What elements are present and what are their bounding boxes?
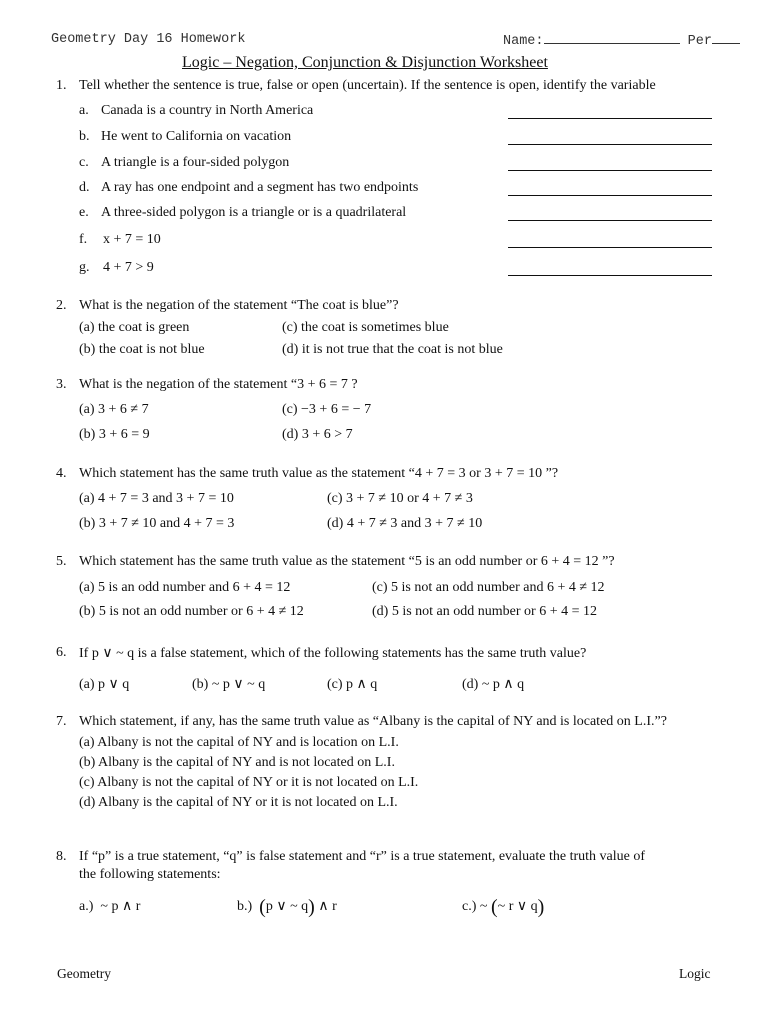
q8-part-a-label: a.) [79, 899, 94, 914]
footer-right: Logic [679, 966, 711, 981]
q2-number: 2. [56, 298, 67, 313]
q6-choice-c: (c) p ∧ q [327, 677, 378, 692]
q2-choice-d: (d) it is not true that the coat is not blue [282, 342, 503, 357]
q6-prompt: If p ∨ ~ q is a false statement, which of the following statements has the same truth value? [79, 646, 587, 661]
q1-item-c: A triangle is a four-sided polygon [101, 155, 290, 170]
q1-answer-line-f[interactable] [508, 247, 712, 248]
q1-item-b-label: b. [79, 129, 90, 144]
q8-part-b-label: b.) [237, 899, 253, 914]
q8-part-b-close-paren: ) [308, 896, 315, 918]
q6-choice-d: (d) ~ p ∧ q [462, 677, 525, 692]
q6-number: 6. [56, 645, 67, 660]
q1-answer-line-e[interactable] [508, 220, 712, 221]
q1-item-d-label: d. [79, 180, 90, 195]
q1-item-e-label: e. [79, 205, 89, 220]
q1-item-a: Canada is a country in North America [101, 103, 314, 118]
q1-answer-line-g[interactable] [508, 275, 712, 276]
q1-item-g-label: g. [79, 260, 90, 275]
q6-choice-a: (a) p ∨ q [79, 677, 130, 692]
q1-answer-line-d[interactable] [508, 195, 712, 196]
q2-choice-a: (a) the coat is green [79, 320, 190, 335]
q7-choice-d: (d) Albany is the capital of NY or it is not located on L.I. [79, 795, 398, 810]
q7-choice-c: (c) Albany is not the capital of NY or it is not located on L.I. [79, 775, 419, 790]
name-field [503, 32, 740, 49]
q4-choice-d: (d) 4 + 7 ≠ 3 and 3 + 7 ≠ 10 [327, 516, 483, 531]
q5-number: 5. [56, 554, 67, 569]
name-label: Name: [503, 34, 544, 49]
q5-prompt: Which statement has the same truth value as the statement “5 is an odd number or 6 + 4 = 12 ”? [79, 554, 615, 569]
q1-answer-line-b[interactable] [508, 144, 712, 145]
q1-number: 1. [56, 78, 67, 93]
q1-answer-line-a[interactable] [508, 118, 712, 119]
name-blank [544, 32, 680, 44]
q8-part-b-inner: p ∨ ~ q [265, 899, 309, 914]
q8-prompt-line2: the following statements: [79, 867, 221, 882]
q8-number: 8. [56, 849, 67, 864]
course-title: Geometry Day 16 Homework [51, 32, 246, 47]
q4-choice-c: (c) 3 + 7 ≠ 10 or 4 + 7 ≠ 3 [327, 491, 473, 506]
q8-prompt-line1: If “p” is a true statement, “q” is false statement and “r” is a true statement, evaluate the truth value of [79, 849, 645, 864]
q3-choice-c: (c) −3 + 6 = − 7 [282, 402, 372, 417]
per-label: Per [687, 34, 712, 49]
q8-part-c [462, 896, 545, 918]
q4-choice-a: (a) 4 + 7 = 3 and 3 + 7 = 10 [79, 491, 234, 506]
q3-choice-d: (d) 3 + 6 > 7 [282, 427, 353, 442]
q7-number: 7. [56, 714, 67, 729]
q8-part-c-label: c.) [462, 899, 477, 914]
q3-choice-a: (a) 3 + 6 ≠ 7 [79, 402, 149, 417]
worksheet-title: Logic – Negation, Conjunction & Disjunction Worksheet [182, 54, 548, 71]
q2-prompt: What is the negation of the statement “The coat is blue”? [79, 298, 399, 313]
q8-part-b [237, 896, 337, 918]
q4-choice-b: (b) 3 + 7 ≠ 10 and 4 + 7 = 3 [79, 516, 235, 531]
q5-choice-c: (c) 5 is not an odd number and 6 + 4 ≠ 12 [372, 580, 605, 595]
q1-item-d: A ray has one endpoint and a segment has two endpoints [101, 180, 419, 195]
q8-part-b-tail: ∧ r [318, 899, 337, 914]
q3-choice-b: (b) 3 + 6 = 9 [79, 427, 150, 442]
q4-number: 4. [56, 466, 67, 481]
q1-item-e: A three-sided polygon is a triangle or is a quadrilateral [101, 205, 407, 220]
q7-choice-b: (b) Albany is the capital of NY and is not located on L.I. [79, 755, 395, 770]
q1-item-a-label: a. [79, 103, 89, 118]
per-blank [712, 32, 740, 44]
q1-answer-line-c[interactable] [508, 170, 712, 171]
q8-part-a-expression: ~ p ∧ r [100, 899, 141, 914]
footer-left: Geometry [57, 966, 111, 981]
q8-part-c-open-paren: ( [490, 896, 498, 918]
q1-item-f: x + 7 = 10 [103, 232, 161, 247]
q1-item-g: 4 + 7 > 9 [103, 260, 154, 275]
q7-choice-a: (a) Albany is not the capital of NY and is location on L.I. [79, 735, 399, 750]
q1-item-f-label: f. [79, 232, 88, 247]
q3-prompt: What is the negation of the statement “3 + 6 = 7 ? [79, 377, 358, 392]
q1-item-c-label: c. [79, 155, 89, 170]
q8-part-c-inner: ~ r ∨ q [497, 899, 538, 914]
q1-prompt: Tell whether the sentence is true, false or open (uncertain). If the sentence is open, identify the variable [79, 78, 656, 93]
q8-part-c-prefix: ~ [479, 899, 488, 914]
q3-number: 3. [56, 377, 67, 392]
q1-item-b: He went to California on vacation [101, 129, 292, 144]
q5-choice-d: (d) 5 is not an odd number or 6 + 4 = 12 [372, 604, 597, 619]
q2-choice-b: (b) the coat is not blue [79, 342, 205, 357]
q4-prompt: Which statement has the same truth value as the statement “4 + 7 = 3 or 3 + 7 = 10 ”? [79, 466, 559, 481]
q2-choice-c: (c) the coat is sometimes blue [282, 320, 449, 335]
q5-choice-a: (a) 5 is an odd number and 6 + 4 = 12 [79, 580, 291, 595]
q8-part-a [79, 898, 140, 915]
q6-choice-b: (b) ~ p ∨ ~ q [192, 677, 266, 692]
q7-prompt: Which statement, if any, has the same truth value as “Albany is the capital of NY and is located on L.I.”? [79, 714, 667, 729]
q8-part-c-close-paren: ) [537, 896, 545, 918]
q8-part-b-open-paren: ( [259, 896, 266, 918]
q5-choice-b: (b) 5 is not an odd number or 6 + 4 ≠ 12 [79, 604, 304, 619]
